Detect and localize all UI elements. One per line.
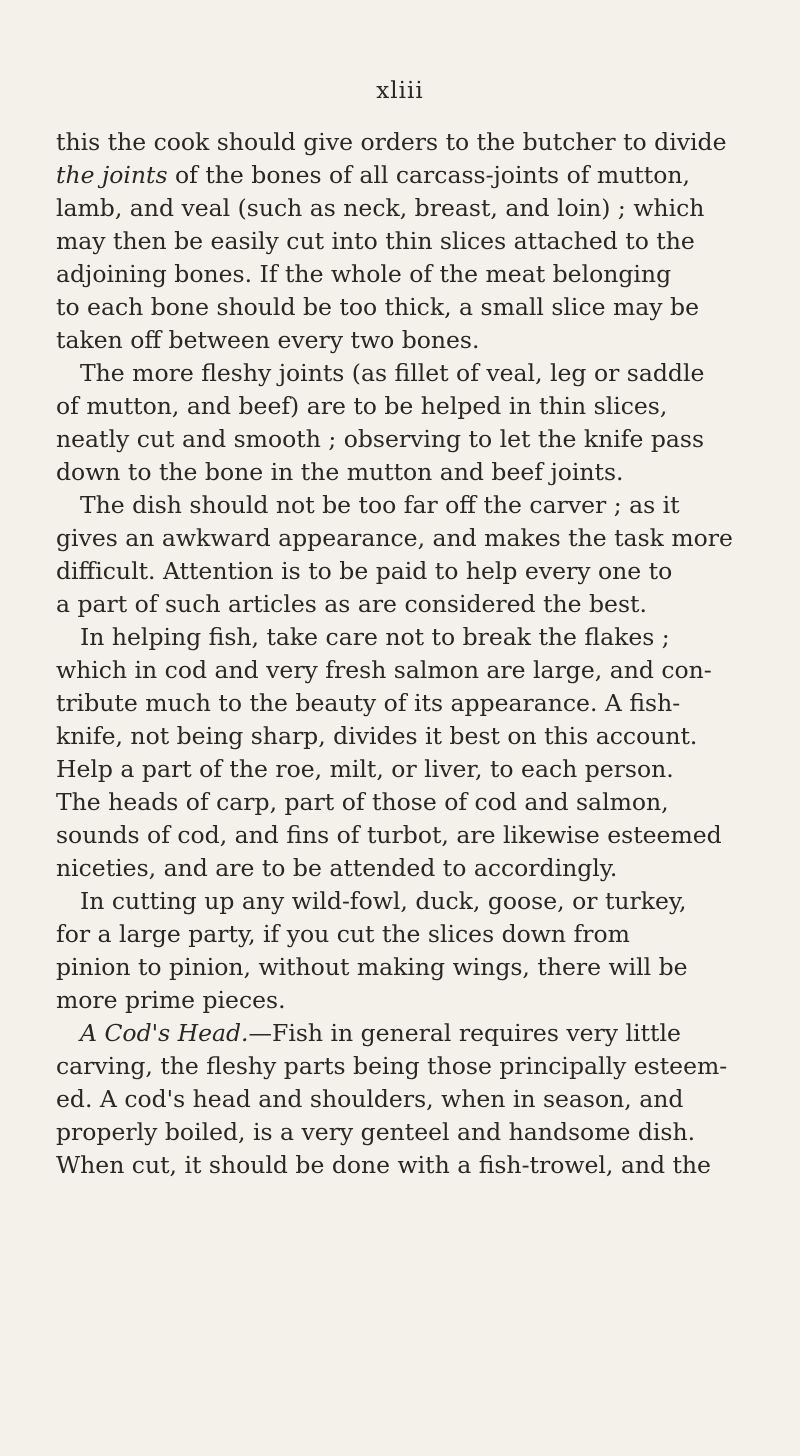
text-line	[56, 654, 770, 687]
text-line	[56, 984, 770, 1017]
text-line-segment: of the bones of all carcass-joints of mutton,	[167, 161, 690, 189]
text-line-segment: In helping fish, take care not to break the flakes ;	[80, 623, 670, 651]
text-line	[56, 951, 770, 984]
text-line	[56, 720, 770, 753]
text-line-segment: knife, not being sharp, divides it best on this account.	[56, 722, 698, 750]
text-line-segment: —Fish in general requires very little	[248, 1019, 681, 1047]
text-line	[56, 1149, 770, 1182]
text-line-segment: sounds of cod, and fins of turbot, are likewise esteemed	[56, 821, 722, 849]
text-line	[56, 225, 770, 258]
text-line-segment: The heads of carp, part of those of cod and salmon,	[56, 788, 669, 816]
text-line-segment: gives an awkward appearance, and makes the task more	[56, 524, 733, 552]
text-line	[56, 390, 770, 423]
text-line	[56, 852, 770, 885]
text-line-segment: pinion to pinion, without making wings, there will be	[56, 953, 688, 981]
text-line-segment: of mutton, and beef) are to be helped in thin slices,	[56, 392, 668, 420]
text-line-segment: difficult. Attention is to be paid to help every one to	[56, 557, 673, 585]
text-line	[56, 819, 770, 852]
text-line	[56, 753, 770, 786]
text-line-segment: carving, the fleshy parts being those principally esteem-	[56, 1052, 728, 1080]
text-line	[56, 1017, 770, 1050]
text-line	[56, 1050, 770, 1083]
text-line-segment: The dish should not be too far off the carver ; as it	[80, 491, 680, 519]
text-line	[56, 423, 770, 456]
text-line	[56, 258, 770, 291]
text-line	[56, 885, 770, 918]
text-line-segment: Help a part of the roe, milt, or liver, to each person.	[56, 755, 674, 783]
text-line-segment: niceties, and are to be attended to accordingly.	[56, 854, 618, 882]
text-line	[56, 918, 770, 951]
text-line-segment: tribute much to the beauty of its appearance. A fish-	[56, 689, 681, 717]
text-line-segment: for a large party, if you cut the slices down from	[56, 920, 630, 948]
text-line	[56, 192, 770, 225]
text-line	[56, 621, 770, 654]
text-line-segment: this the cook should give orders to the butcher to divide	[56, 128, 727, 156]
text-line	[56, 456, 770, 489]
text-line-segment: The more fleshy joints (as fillet of veal, leg or saddle	[80, 359, 705, 387]
text-line-segment: neatly cut and smooth ; observing to let the knife pass	[56, 425, 705, 453]
text-line	[56, 126, 770, 159]
text-line-segment: In cutting up any wild-fowl, duck, goose, or turkey,	[80, 887, 687, 915]
text-line-segment: taken off between every two bones.	[56, 326, 480, 354]
text-line	[56, 324, 770, 357]
text-line-segment: which in cod and very fresh salmon are large, and con-	[56, 656, 712, 684]
text-line-segment: a part of such articles as are considered the best.	[56, 590, 647, 618]
text-line	[56, 357, 770, 390]
text-line	[56, 489, 770, 522]
text-line-segment: to each bone should be too thick, a small slice may be	[56, 293, 699, 321]
text-line-segment: down to the bone in the mutton and beef joints.	[56, 458, 624, 486]
text-line-segment: properly boiled, is a very genteel and handsome dish.	[56, 1118, 696, 1146]
text-line-italic: A Cod's Head.	[80, 1019, 249, 1047]
text-line	[56, 786, 770, 819]
text-line-segment: When cut, it should be done with a fish-trowel, and the	[56, 1151, 711, 1179]
text-line-segment: adjoining bones. If the whole of the meat belonging	[56, 260, 672, 288]
text-line-segment: more prime pieces.	[56, 986, 286, 1014]
text-line-segment: may then be easily cut into thin slices attached to the	[56, 227, 695, 255]
text-line	[56, 555, 770, 588]
text-line	[56, 291, 770, 324]
page-number: xliii	[376, 78, 424, 104]
text-line-segment: ed. A cod's head and shoulders, when in season, and	[56, 1085, 684, 1113]
text-line-segment: lamb, and veal (such as neck, breast, and loin) ; which	[56, 194, 705, 222]
text-line	[56, 1116, 770, 1149]
text-line	[56, 159, 770, 192]
text-line	[56, 522, 770, 555]
body-text	[56, 126, 770, 1182]
text-line	[56, 1083, 770, 1116]
text-line	[56, 687, 770, 720]
text-line	[56, 588, 770, 621]
text-line-italic: the joints	[56, 161, 168, 189]
